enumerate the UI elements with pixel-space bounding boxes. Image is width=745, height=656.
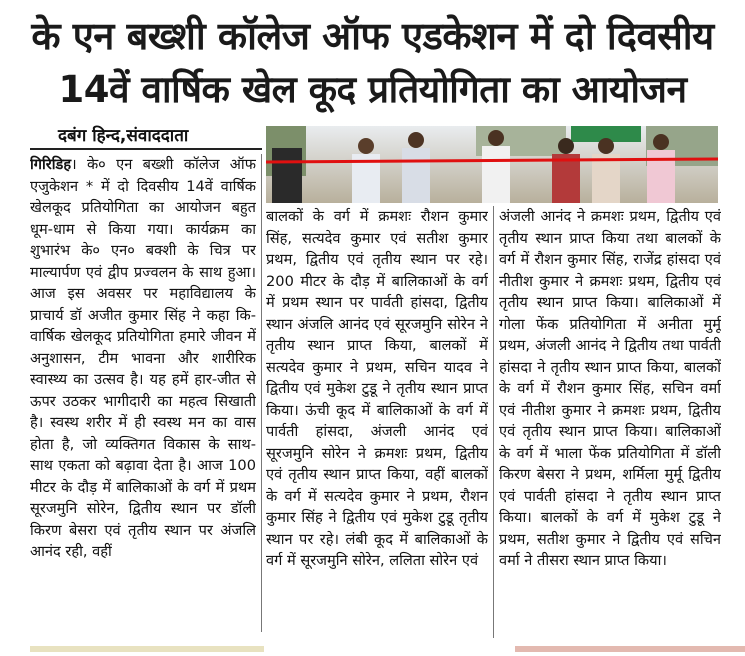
- article-text-2: बालकों के वर्ग में क्रमशः रौशन कुमार सिंह, सत्यदेव कुमार एवं सतीश कुमार प्रथम, द्वितीय एवं तृतीय स्थान पर रहे। 200 मीटर के दौड़ में बालिकाओं के वर्ग में प्रथम स्थान पर पार्वती हांसदा, द्वितीय स्थान अंजलि आनंद एवं सूरजमुनि सोरेन ने तृतीय स्थान प्राप्त किया, बालकों में सत्यदेव कुमार ने प्रथम, सचिन यादव ने द्वितीय एवं मुकेश टुडू ने तृतीय स्थान प्राप्त किया। ऊंची कूद में बालिकाओं के वर्ग में पार्वती हांसदा, अंजली आनंद एवं सूरजमुनि सोरेन ने क्रमशः प्रथम, द्वितीय एवं तृतीय स्थान प्राप्त किया, वहीं बालकों के वर्ग में सत्यदेव कुमार ने प्रथम, रौशन कुमार सिंह ने द्वितीय एवं मुकेश टुडू तृतीय स्थान पर रहे। लंबी कूद में बालिकाओं के वर्ग में सूरजमुनि सोरेन, ललिता सोरेन एवं: [266, 208, 488, 569]
- article-column-1: [30, 154, 256, 630]
- article-column-2: [266, 206, 488, 638]
- bottom-strip-left: [30, 646, 264, 652]
- ribbon-cutting-photo-icon: [266, 126, 718, 203]
- column-divider-1: [261, 154, 262, 632]
- headline-line-1: के एन बख्शी कॉलेज ऑफ एडकेशन में दो दिवसीय: [31, 14, 714, 58]
- article-text-1: । के० एन बख्शी कॉलेज ऑफ एजुकेशन * में दो दिवसीय 14वें वार्षिक खेलकूद प्रतियोगिता का आयोजन बहुत धूम-धाम से किया गया। कार्यक्रम का शुभारंभ के० एन० बक्शी के चित्र पर माल्यार्पण एवं द्वीप प्रज्वलन के साथ हुआ। आज इस अवसर पर महाविद्यालय के प्राचार्य डॉ अजीत कुमार सिंह ने कहा कि- वार्षिक खेलकूद प्रतियोगिता हमारे जीवन में अनुशासन, टीम भावना और शारीरिक स्वास्थ्य का उत्सव है। यह हमें हार-जीत से ऊपर उठकर भागीदारी का महत्व सिखाती है। स्वस्थ शरीर में ही स्वस्थ मन का वास होता है, जो व्यक्तिगत विकास के साथ-साथ एकता को बढ़ावा देता है। आज 100 मीटर के दौड़ में बालिकाओं के वर्ग में प्रथम सूरजमुनि सोरेन, द्वितीय स्थान पर डॉली किरण बेसरा एवं तृतीय स्थान पर अंजलि आनंद रही, वहीं: [30, 156, 256, 560]
- dateline-city: गिरिडिह: [30, 156, 72, 173]
- column-divider-2: [493, 206, 494, 638]
- bottom-strip-right: [515, 646, 745, 652]
- byline: दबंग हिन्द,संवाददाता: [58, 126, 189, 146]
- headline-line-2: 14वें वार्षिक खेल कूद प्रतियोगिता का आयोजन: [58, 68, 687, 111]
- article-text-3: अंजली आनंद ने क्रमशः प्रथम, द्वितीय एवं तृतीय स्थान प्राप्त किया तथा बालकों के वर्ग में रौशन कुमार सिंह, राजेंद्र हांसदा एवं नीतीश कुमार ने क्रमशः प्रथम, द्वितीय एवं तृतीय स्थान प्राप्त किया। बालिकाओं में गोला फेंक प्रतियोगिता में अनीता मुर्मू प्रथम, अंजली आनंद ने द्वितीय तथा पार्वती हांसदा ने तृतीय स्थान प्राप्त किया, बालकों के वर्ग में रौशन कुमार सिंह, सचिन वर्मा एवं नीतीश कुमार ने क्रमशः प्रथम, द्वितीय एवं तृतीय स्थान प्राप्त किया। बालिकाओं के वर्ग में भाला फेंक प्रतियोगिता में डॉली किरण बेसरा ने प्रथम, शर्मिला मुर्मू द्वितीय एवं पार्वती हांसदा ने तृतीय स्थान प्राप्त किया। बालकों के वर्ग में मुकेश टुडू ने प्रथम, सतीश कुमार ने द्वितीय एवं सचिन वर्मा ने तीसरा स्थान प्राप्त किया।: [499, 208, 721, 569]
- article-column-3: [499, 206, 721, 638]
- byline-underline: [30, 148, 262, 150]
- event-photo: [266, 126, 718, 203]
